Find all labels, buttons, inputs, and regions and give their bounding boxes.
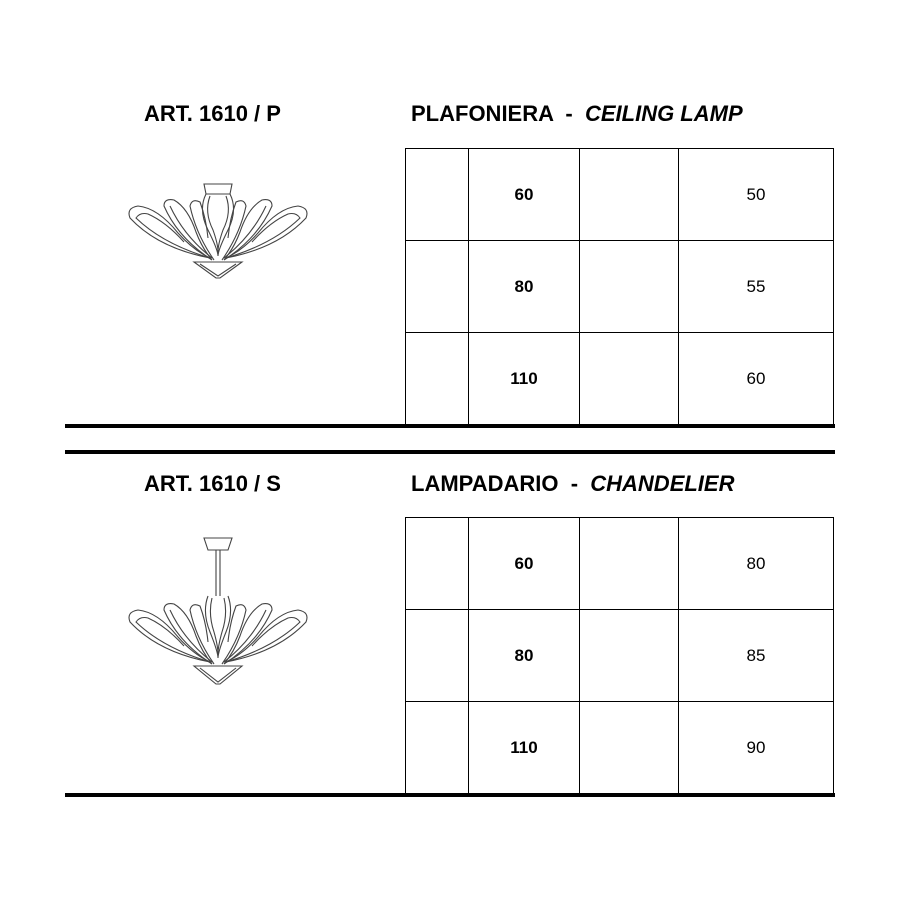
table-cell	[406, 610, 469, 702]
table-row	[406, 333, 834, 425]
table-cell	[406, 241, 469, 333]
table-cell-height: 60	[679, 333, 834, 425]
title-italian: LAMPADARIO	[411, 471, 559, 496]
spec-table-ceiling	[405, 148, 834, 425]
ceiling-lamp-icon	[118, 178, 318, 288]
title-separator: -	[553, 101, 585, 126]
table-cell	[406, 333, 469, 425]
table-row	[406, 241, 834, 333]
table-cell	[580, 518, 679, 610]
table-cell	[580, 702, 679, 794]
table-cell	[406, 518, 469, 610]
table-cell	[580, 333, 679, 425]
chandelier-icon	[118, 532, 318, 692]
table-cell-height: 90	[679, 702, 834, 794]
title-italian: PLAFONIERA	[411, 101, 554, 126]
table-cell-height: 85	[679, 610, 834, 702]
table-row	[406, 149, 834, 241]
section-divider	[65, 793, 835, 797]
product-title	[411, 101, 743, 127]
table-cell	[406, 149, 469, 241]
table-cell-diameter: 80	[469, 610, 580, 702]
spec-table-chandelier	[405, 517, 834, 794]
table-cell	[406, 702, 469, 794]
table-cell-diameter: 110	[469, 333, 580, 425]
table-row	[406, 518, 834, 610]
title-separator: -	[558, 471, 591, 496]
section-divider	[65, 424, 835, 428]
title-english: CEILING LAMP	[584, 101, 743, 126]
table-row	[406, 702, 834, 794]
table-row	[406, 610, 834, 702]
title-english: CHANDELIER	[590, 471, 735, 496]
table-cell	[580, 149, 679, 241]
article-code: ART. 1610 / P	[144, 101, 281, 126]
table-cell-diameter: 60	[469, 149, 580, 241]
table-cell-height: 55	[679, 241, 834, 333]
table-cell-diameter: 80	[469, 241, 580, 333]
table-cell-height: 80	[679, 518, 834, 610]
section-divider	[65, 450, 835, 454]
article-code: ART. 1610 / S	[144, 471, 281, 496]
table-cell-diameter: 110	[469, 702, 580, 794]
table-cell-diameter: 60	[469, 518, 580, 610]
table-cell	[580, 241, 679, 333]
product-title	[411, 471, 734, 497]
table-cell	[580, 610, 679, 702]
table-cell-height: 50	[679, 149, 834, 241]
